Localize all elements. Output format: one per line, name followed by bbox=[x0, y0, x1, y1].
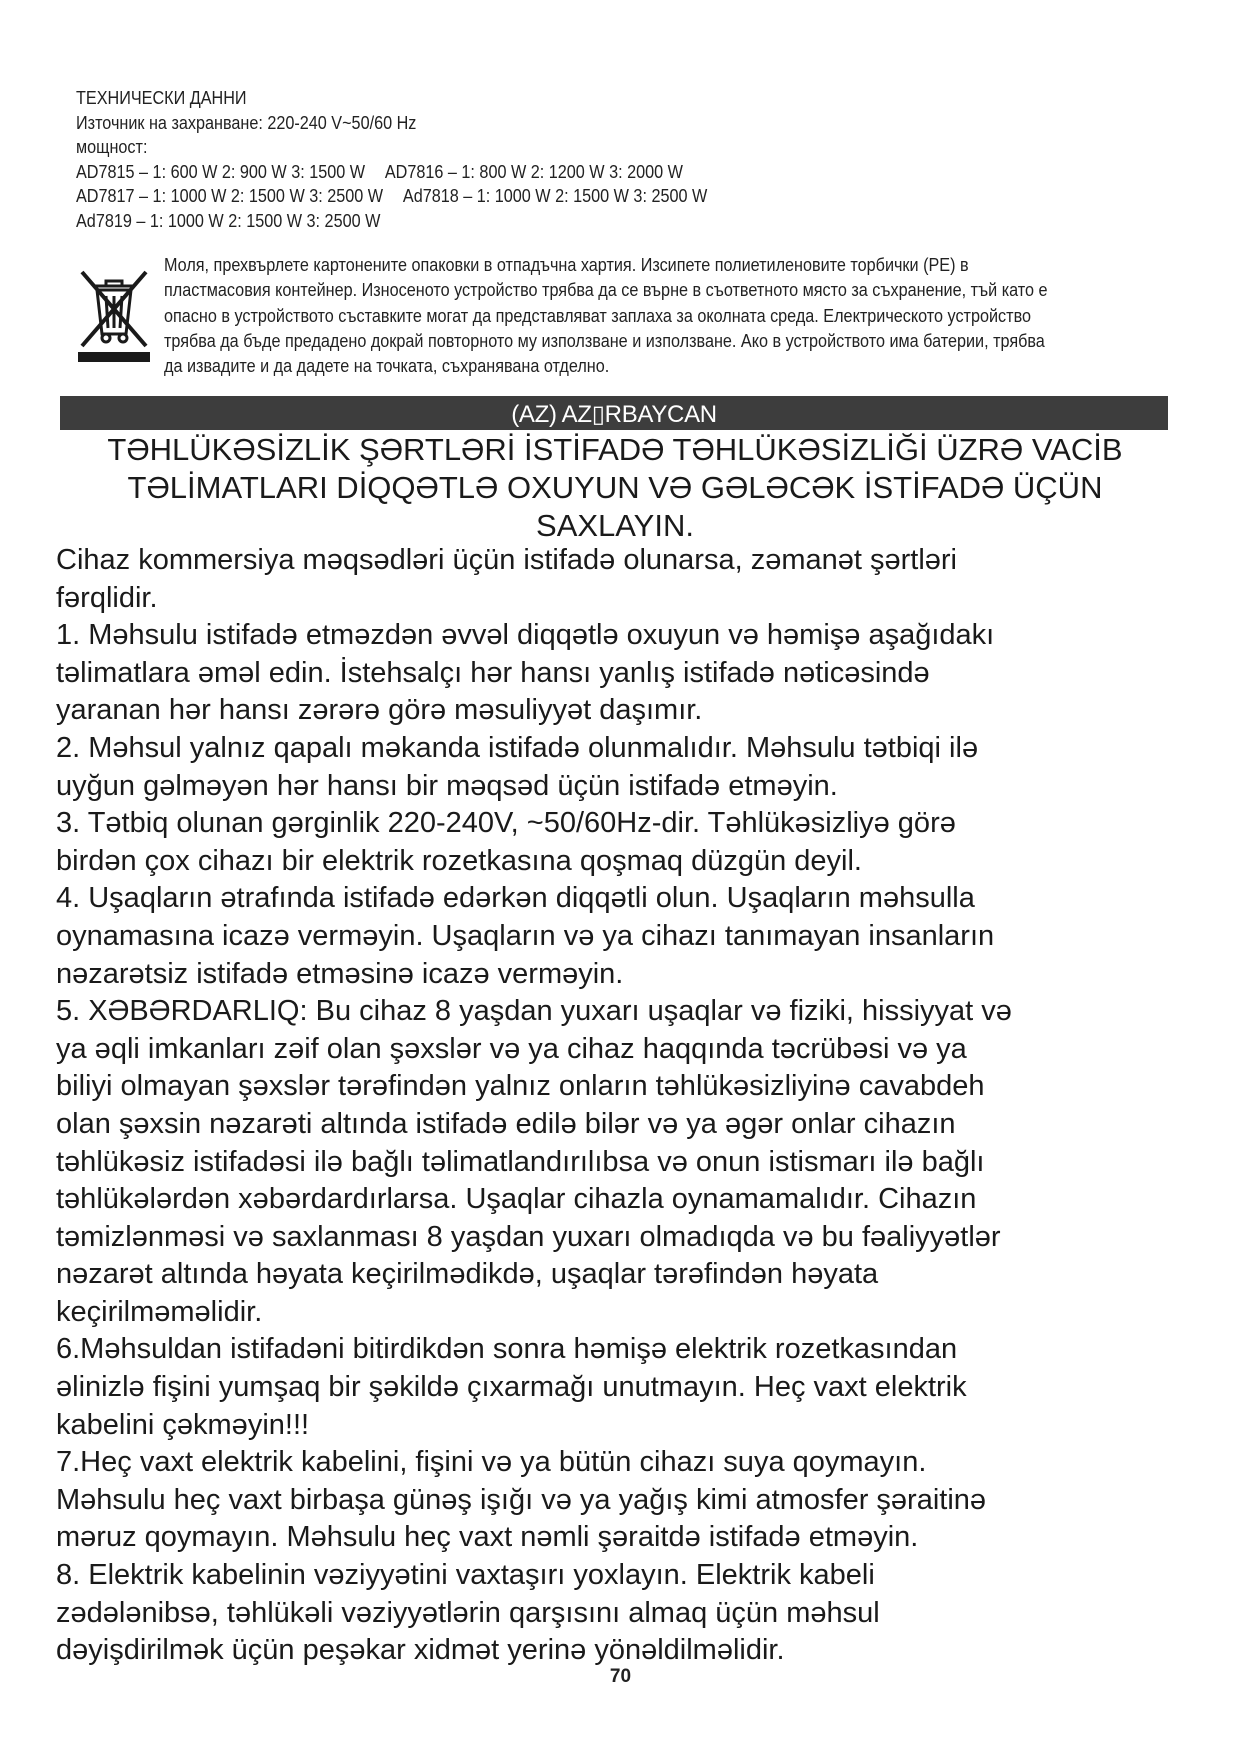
safety-instructions bbox=[56, 542, 1196, 1670]
crossed-out-wheelie-bin-icon bbox=[76, 264, 152, 364]
language-section-bar bbox=[60, 396, 1168, 430]
disposal-line: да извадите и да дадете на точката, съхранявана отделно. bbox=[164, 356, 610, 377]
page-number: 70 bbox=[609, 1666, 632, 1687]
body-line: fərqlidir. bbox=[56, 581, 158, 614]
body-line: olan şəxsin nəzarəti altında istifadə edilə bilər və ya əgər onlar cihazın bbox=[56, 1107, 956, 1140]
body-line: təlimatlara əməl edin. İstehsalçı hər hansı yanlış istifadə nəticəsində bbox=[56, 656, 930, 689]
heading-line: SAXLAYIN. bbox=[536, 508, 694, 543]
body-line: uyğun gəlməyən hər hansı bir məqsəd üçün istifadə etməyin. bbox=[56, 769, 838, 802]
heading-line: TƏHLÜKƏSİZLİK ŞƏRTLƏRİ İSTİFADƏ TƏHLÜKƏSİZLİĞİ ÜZRƏ VACİB bbox=[107, 432, 1123, 467]
body-line: keçirilməməlidir. bbox=[56, 1295, 263, 1328]
model-spec: AD7816 – 1: 800 W 2: 1200 W 3: 2000 W bbox=[384, 161, 683, 182]
body-line: Cihaz kommersiya məqsədləri üçün istifadə olunarsa, zəmanət şərtləri bbox=[56, 544, 957, 576]
language-label: (AZ) AZ▯RBAYCAN bbox=[511, 401, 717, 428]
body-line: kabelini çəkməyin!!! bbox=[56, 1408, 310, 1441]
model-row bbox=[76, 160, 1066, 185]
body-line: 7.Heç vaxt elektrik kabelini, fişini və ya bütün cihazı suya qoymayın. bbox=[56, 1446, 927, 1479]
body-line: yaranan hər hansı zərərə görə məsuliyyət daşımır. bbox=[56, 694, 703, 727]
body-line: məruz qoymayın. Məhsulu heç vaxt nəmli şəraitdə istifadə etməyin. bbox=[56, 1521, 919, 1554]
model-row bbox=[76, 184, 1066, 209]
body-line: biliyi olmayan şəxslər tərəfindən yalnız onların təhlükəsizliyinə cavabdeh bbox=[56, 1070, 985, 1103]
body-line: 1. Məhsulu istifadə etməzdən əvvəl diqqətlə oxuyun və həmişə aşağıdakı bbox=[56, 619, 995, 652]
body-line: əlinizlə fişini yumşaq bir şəkildə çıxarmağı unutmayın. Heç vaxt elektrik bbox=[56, 1371, 967, 1404]
disposal-line: Моля, прехвърлете картонените опаковки в отпадъчна хартия. Изсипете полиетиленовите торбички (PE) в bbox=[164, 255, 969, 275]
body-line: ya əqli imkanları zəif olan şəxslər və ya cihaz haqqında təcrübəsi və ya bbox=[56, 1032, 967, 1065]
disposal-line: опасно в устройството съставките могат да представляват заплаха за околната среда. Електрическото устройство bbox=[164, 305, 1032, 326]
technical-data-title: ТЕХНИЧЕСКИ ДАННИ bbox=[76, 88, 247, 108]
model-spec: AD7817 – 1: 1000 W 2: 1500 W 3: 2500 W bbox=[76, 186, 384, 206]
power-source: Източник на захранване: 220-240 V~50/60 Hz bbox=[76, 112, 417, 133]
model-row bbox=[76, 209, 1066, 234]
safety-heading bbox=[50, 431, 1180, 545]
disposal-line: трябва да бъде предадено докрай повторното му използване и използване. Ако в устройството има батерии, трябва bbox=[164, 330, 1045, 351]
model-spec: Ad7819 – 1: 1000 W 2: 1500 W 3: 2500 W bbox=[76, 210, 381, 231]
heading-line: TƏLİMATLARI DİQQƏTLƏ OXUYUN VƏ GƏLƏCƏK İSTİFADƏ ÜÇÜN bbox=[127, 470, 1103, 505]
body-line: nəzarətsiz istifadə etməsinə icazə verməyin. bbox=[56, 957, 624, 990]
body-line: birdən çox cihazı bir elektrik rozetkasına qoşmaq düzgün deyil. bbox=[56, 844, 862, 877]
body-line: təhlükəsiz istifadəsi ilə bağlı təlimatlandırılıbsa və onun istismarı ilə bağlı bbox=[56, 1145, 985, 1178]
body-line: 4. Uşaqların ətrafında istifadə edərkən diqqətli olun. Uşaqların məhsulla bbox=[56, 882, 975, 915]
model-spec: Ad7818 – 1: 1000 W 2: 1500 W 3: 2500 W bbox=[402, 186, 708, 206]
body-line: təhlükələrdən xəbərdardırlarsa. Uşaqlar cihazla oynamamalıdır. Cihazın bbox=[56, 1183, 977, 1216]
body-line: dəyişdirilmək üçün peşəkar xidmət yerinə yönəldilməlidir. bbox=[56, 1634, 785, 1667]
body-line: 5. XƏBƏRDARLIQ: Bu cihaz 8 yaşdan yuxarı uşaqlar və fiziki, hissiyyat və bbox=[56, 995, 1012, 1028]
disposal-line: пластмасовия контейнер. Износеното устройство трябва да се върне в съответното място за съхранение, тъй като е bbox=[164, 280, 1048, 301]
power-label: мощност: bbox=[76, 137, 148, 157]
body-line: nəzarət altında həyata keçirilmədikdə, uşaqlar tərəfindən həyata bbox=[56, 1258, 879, 1291]
body-line: 3. Tətbiq olunan gərginlik 220-240V, ~50/60Hz-dir. Təhlükəsizliyə görə bbox=[56, 807, 956, 840]
body-line: oynamasına icazə verməyin. Uşaqların və ya cihazı tanımayan insanların bbox=[56, 919, 995, 952]
body-line: Məhsulu heç vaxt birbaşa günəş işığı və ya yağış kimi atmosfer şəraitinə bbox=[56, 1483, 987, 1516]
body-line: 2. Məhsul yalnız qapalı məkanda istifadə olunmalıdır. Məhsulu tətbiqi ilə bbox=[56, 731, 979, 764]
body-line: zədələnibsə, təhlükəli vəziyyətlərin qarşısını almaq üçün məhsul bbox=[56, 1596, 880, 1629]
body-line: 6.Məhsuldan istifadəni bitirdikdən sonra həmişə elektrik rozetkasından bbox=[56, 1333, 958, 1366]
body-line: 8. Elektrik kabelinin vəziyyətini vaxtaşırı yoxlayın. Elektrik kabeli bbox=[56, 1559, 875, 1592]
body-line: təmizlənməsi və saxlanması 8 yaşdan yuxarı olmadıqda və bu fəaliyyətlər bbox=[56, 1220, 1001, 1253]
technical-data bbox=[76, 86, 1066, 233]
disposal-notice bbox=[164, 253, 1181, 379]
model-spec: AD7815 – 1: 600 W 2: 900 W 3: 1500 W bbox=[76, 161, 366, 182]
